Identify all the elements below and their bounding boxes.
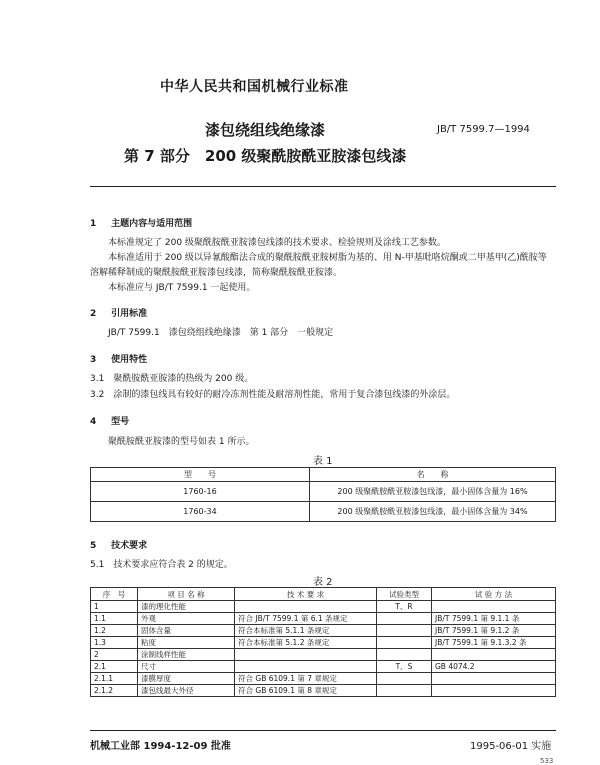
table-row <box>91 661 556 673</box>
item-cell: 漆的理化性能 <box>138 601 235 613</box>
table-row <box>91 685 556 697</box>
table-row <box>91 601 556 613</box>
table-row <box>91 613 556 625</box>
item-cell: 涂制线样性能 <box>138 649 235 661</box>
header-rule <box>90 186 556 187</box>
table-row <box>91 482 556 502</box>
section-4-heading <box>90 414 129 427</box>
col-header-requirement: 技 术 要 求 <box>235 588 377 601</box>
table-row <box>91 637 556 649</box>
section-number: 4 <box>90 417 97 427</box>
section-1-heading <box>90 216 192 229</box>
test-type-cell: T、R <box>377 601 432 613</box>
page-number: 533 <box>540 757 554 765</box>
section-number: 3 <box>90 355 97 365</box>
section-title: 主题内容与适用范围 <box>111 219 193 229</box>
name-cell: 200 级聚酰胺酰亚胺漆包线漆，最小固体含量为 16% <box>310 482 556 502</box>
item-cell: 外观 <box>138 613 235 625</box>
index-cell: 2.1.1 <box>91 673 138 685</box>
item-cell: 粘度 <box>138 637 235 649</box>
test-method-cell: JB/T 7599.1 第 9.1.1 条 <box>432 613 556 625</box>
section-title: 型号 <box>111 417 130 427</box>
col-header-item: 项 目 名 称 <box>138 588 235 601</box>
requirement-cell <box>235 601 377 613</box>
table-row <box>91 625 556 637</box>
test-type-cell <box>377 637 432 649</box>
index-cell: 2.1 <box>91 661 138 673</box>
section-number: 2 <box>90 309 97 319</box>
section-5-heading <box>90 538 147 551</box>
model-cell: 1760-34 <box>91 502 310 522</box>
section-number: 1 <box>90 219 97 229</box>
requirement-cell <box>235 649 377 661</box>
index-cell: 1.3 <box>91 637 138 649</box>
index-cell: 1.2 <box>91 625 138 637</box>
model-table <box>90 467 556 522</box>
approval-date: 机械工业部 1994-12-09 批准 <box>90 741 231 752</box>
s3-clause-2: 3.2 涂制的漆包线具有较好的耐冷冻剂性能及耐溶剂性能，常用于复合漆包线漆的外涂层。 <box>90 390 456 400</box>
requirement-cell: 符合 GB 6109.1 第 7 章规定 <box>235 673 377 685</box>
section-number: 5 <box>90 541 97 551</box>
s1-paragraph-2: 本标准适用于 200 级以异氰酸酯法合成的聚酰胺酰亚胺树脂为基的、用 N-甲基吡咯烷酮或二甲基甲(乙)酰胺等溶解稀释制成的聚酰胺酰亚胺漆包线漆，简称聚酰胺酰亚胺漆。 <box>90 253 547 278</box>
test-method-cell: JB/T 7599.1 第 9.1.3.2 条 <box>432 637 556 649</box>
test-method-cell: GB 4074.2 <box>432 661 556 673</box>
table-row <box>91 649 556 661</box>
table-row <box>91 502 556 522</box>
test-type-cell: T、S <box>377 661 432 673</box>
s1-paragraph-1: 本标准规定了 200 级聚酰胺酰亚胺漆包线漆的技术要求、检验规则及涂线工艺参数。 <box>108 238 446 248</box>
table1-caption: 表 1 <box>313 456 333 467</box>
s1-paragraph-3: 本标准应与 JB/T 7599.1 一起使用。 <box>108 283 256 293</box>
s5-clause-1: 5.1 技术要求应符合表 2 的规定。 <box>90 560 233 570</box>
table2-caption: 表 2 <box>313 577 333 588</box>
test-method-cell <box>432 649 556 661</box>
item-cell: 漆包线最大外径 <box>138 685 235 697</box>
test-type-cell <box>377 613 432 625</box>
col-header-test-type: 试验类型 <box>377 588 432 601</box>
doc-title-line1: 漆包绕组线绝缘漆 <box>205 121 326 139</box>
name-cell: 200 级聚酰胺酰亚胺漆包线漆，最小固体含量为 34% <box>310 502 556 522</box>
requirement-cell: 符合本标准第 5.1.2 条规定 <box>235 637 377 649</box>
section-3-heading <box>90 352 147 365</box>
col-header-index: 序 号 <box>91 588 138 601</box>
requirement-cell: 符合本标准第 5.1.1 条规定 <box>235 625 377 637</box>
s4-paragraph: 聚酰胺酰亚胺漆的型号如表 1 所示。 <box>108 437 255 447</box>
requirement-cell: 符合 JB/T 7599.1 第 6.1 条规定 <box>235 613 377 625</box>
col-header-model: 型 号 <box>91 468 310 482</box>
effective-date: 1995-06-01 实施 <box>470 741 552 752</box>
col-header-test-method: 试 验 方 法 <box>432 588 556 601</box>
test-type-cell <box>377 673 432 685</box>
requirements-table <box>90 587 556 697</box>
test-method-cell <box>432 685 556 697</box>
test-type-cell <box>377 685 432 697</box>
section-title: 技术要求 <box>111 541 148 551</box>
index-cell: 1 <box>91 601 138 613</box>
item-cell: 尺寸 <box>138 661 235 673</box>
col-header-name: 名 称 <box>310 468 556 482</box>
requirement-cell <box>235 661 377 673</box>
section-title: 引用标准 <box>111 309 148 319</box>
requirement-cell: 符合 GB 6109.1 第 8 章规定 <box>235 685 377 697</box>
issuing-body: 中华人民共和国机械行业标准 <box>160 79 349 95</box>
section-title: 使用特性 <box>111 355 148 365</box>
standard-number: JB/T 7599.7—1994 <box>437 124 530 135</box>
item-cell: 漆膜厚度 <box>138 673 235 685</box>
footer-rule <box>90 730 556 731</box>
table-header-row <box>91 468 556 482</box>
item-cell: 固体含量 <box>138 625 235 637</box>
doc-title-line2: 第 7 部分 200 级聚酰胺酰亚胺漆包线漆 <box>124 147 407 165</box>
table-row <box>91 673 556 685</box>
test-type-cell <box>377 649 432 661</box>
model-cell: 1760-16 <box>91 482 310 502</box>
table-header-row <box>91 588 556 601</box>
index-cell: 1.1 <box>91 613 138 625</box>
section-2-heading <box>90 306 147 319</box>
test-method-cell: JB/T 7599.1 第 9.1.2 条 <box>432 625 556 637</box>
index-cell: 2 <box>91 649 138 661</box>
s3-clause-1: 3.1 聚酰胺酰亚胺漆的热级为 200 级。 <box>90 374 254 384</box>
index-cell: 2.1.2 <box>91 685 138 697</box>
test-type-cell <box>377 625 432 637</box>
test-method-cell <box>432 673 556 685</box>
s2-reference: JB/T 7599.1 漆包绕组线绝缘漆 第 1 部分 一般规定 <box>108 328 334 338</box>
test-method-cell <box>432 601 556 613</box>
